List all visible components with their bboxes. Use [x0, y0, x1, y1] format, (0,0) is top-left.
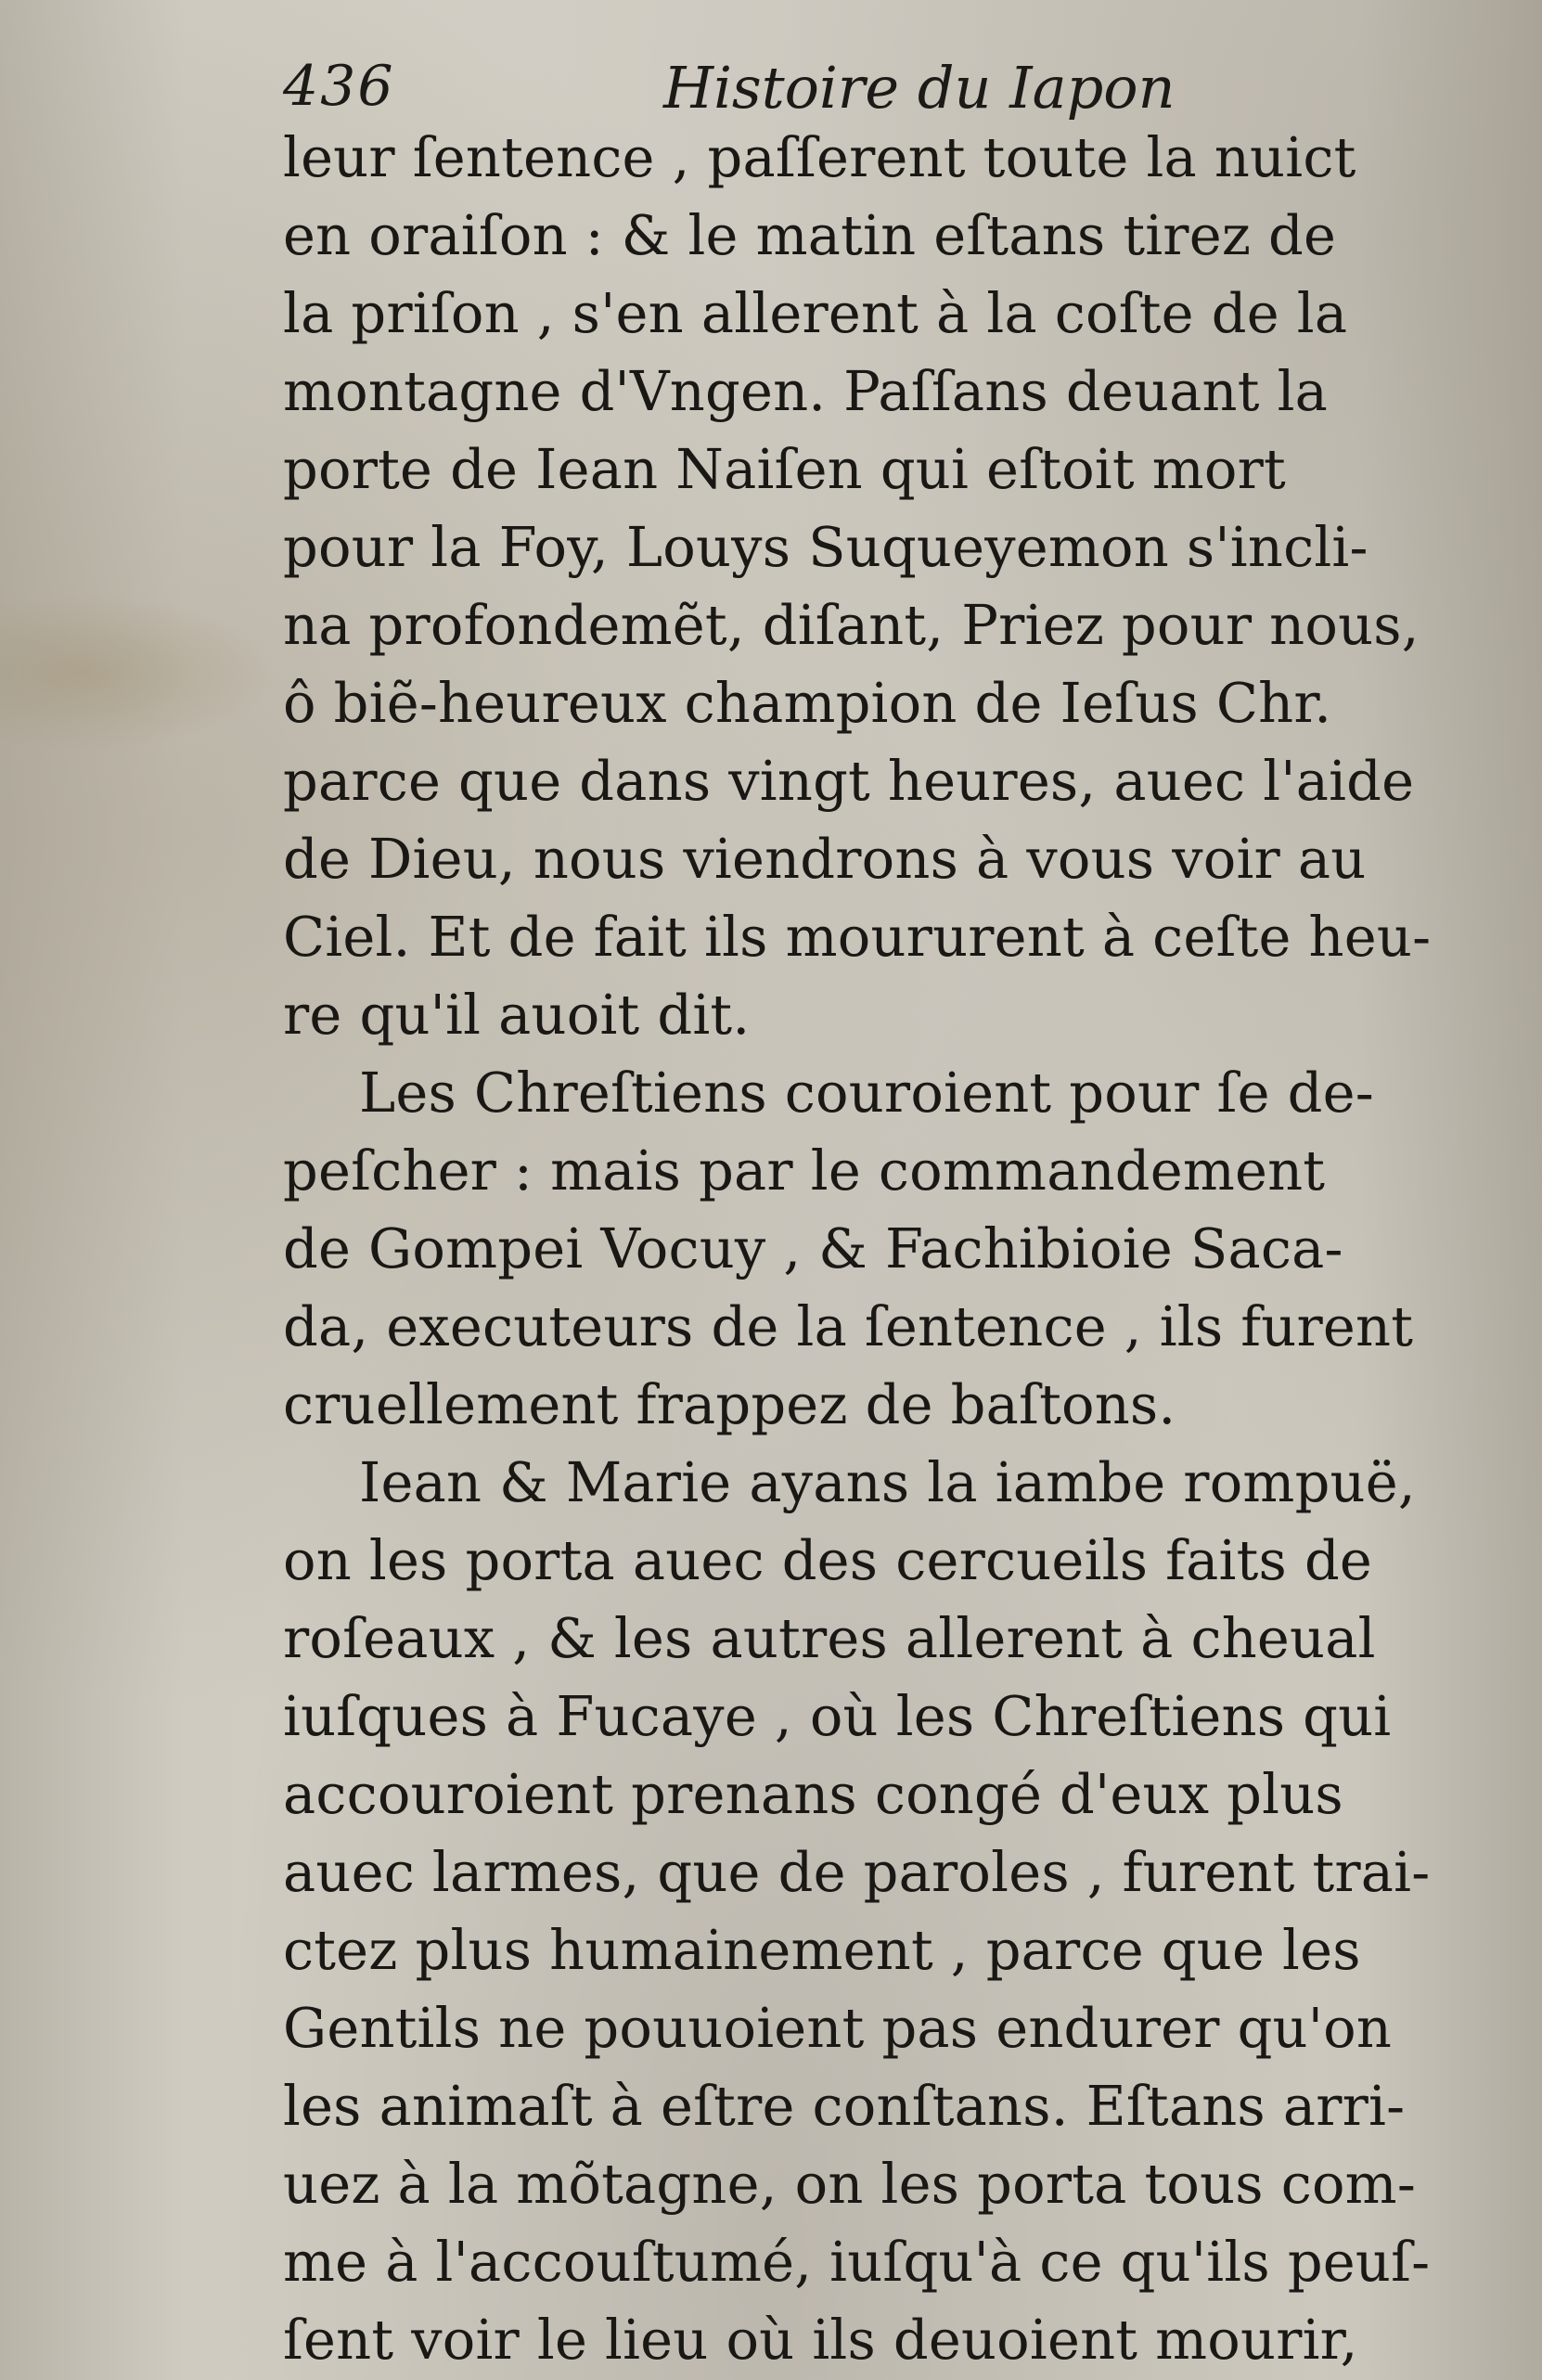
text-line: montagne d'Vngen. Paſſans deuant la [283, 359, 1329, 423]
text-line: re qu'il auoit dit. [283, 983, 751, 1047]
text-line: ſent voir le lieu où ils deuoient mourir, [283, 2308, 1358, 2372]
running-title: Histoire du Iapon [663, 54, 1176, 122]
page-number: 436 [283, 54, 395, 119]
text-line: Gentils ne pouuoient pas endurer qu'on [283, 1996, 1393, 2060]
text-line: la priſon , s'en allerent à la coſte de la [283, 281, 1348, 345]
text-line: ctez plus humainement , parce que les [283, 1918, 1361, 1982]
water-stain [0, 594, 278, 752]
text-line: cruellement frappez de baſtons. [283, 1372, 1176, 1436]
text-line: pour la Foy, Louys Suqueyemon s'incli- [283, 515, 1369, 579]
text-line: uez à la mõtagne, on les porta tous com- [283, 2152, 1416, 2216]
body-text [283, 119, 1480, 2379]
text-line: auec larmes, que de paroles , furent trai- [283, 1840, 1431, 1904]
text-line: peſcher : mais par le commandement [283, 1139, 1326, 1203]
text-line: de Gompei Vocuy , & Fachibioie Saca- [283, 1216, 1343, 1280]
text-line: les animaſt à eſtre conſtans. Eſtans arri- [283, 2074, 1406, 2138]
text-line: iuſques à Fucaye , où les Chreſtiens qui [283, 1684, 1392, 1748]
text-line: roſeaux , & les autres allerent à cheual [283, 1606, 1376, 1670]
text-line: en oraiſon : & le matin eſtans tirez de [283, 203, 1337, 267]
text-line: ô biẽ-heureux champion de Ieſus Chr. [283, 671, 1332, 735]
text-line: porte de Iean Naiſen qui eſtoit mort [283, 437, 1286, 501]
text-line: da, executeurs de la ſentence , ils furent [283, 1294, 1414, 1358]
page-header [283, 54, 1480, 128]
text-line: na profondemẽt, diſant, Priez pour nous, [283, 593, 1420, 657]
text-line: accouroient prenans congé d'eux plus [283, 1762, 1343, 1826]
text-line: de Dieu, nous viendrons à vous voir au [283, 827, 1367, 891]
text-line: on les porta auec des cercueils faits de [283, 1528, 1373, 1592]
text-line: me à l'accouſtumé, iuſqu'à ce qu'ils peuſ- [283, 2230, 1431, 2294]
text-line: Ciel. Et de fait ils moururent à ceſte heu- [283, 905, 1432, 969]
text-line: leur ſentence , paſſerent toute la nuict [283, 125, 1356, 189]
paragraph-start-line: Iean & Marie ayans la iambe rompuë, [359, 1450, 1416, 1514]
text-line: parce que dans vingt heures, auec l'aide [283, 749, 1415, 813]
paragraph-start-line: Les Chreſtiens couroient pour ſe de- [359, 1061, 1374, 1125]
